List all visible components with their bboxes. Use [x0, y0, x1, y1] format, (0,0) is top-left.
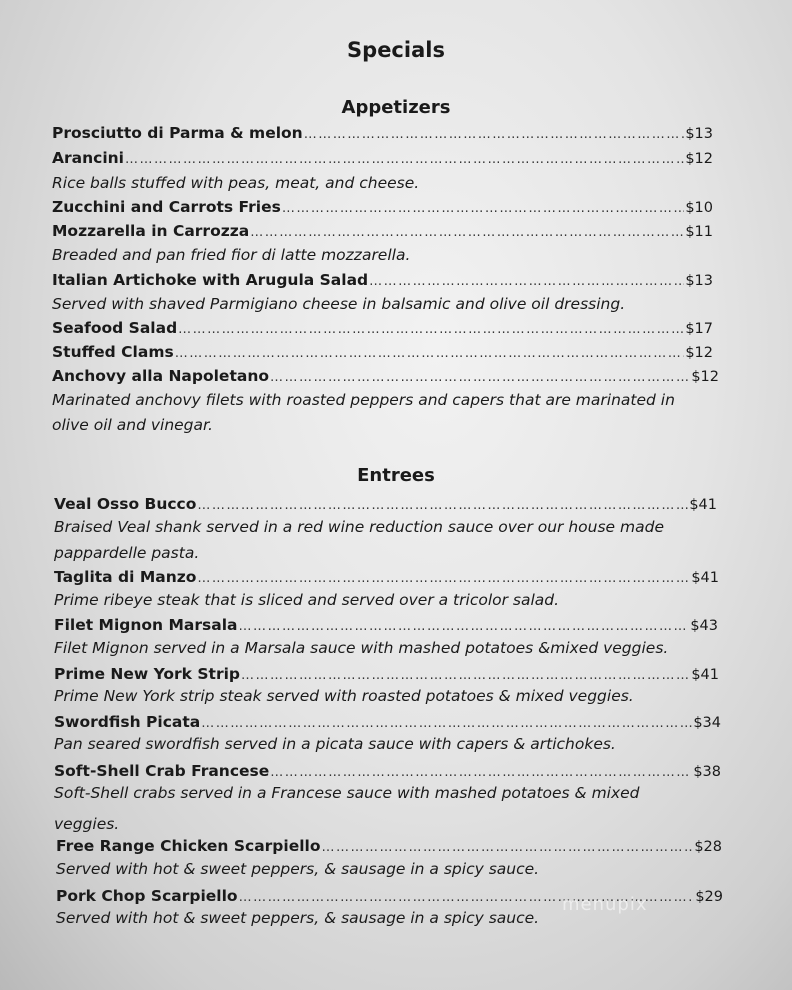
item-name: Free Range Chicken Scarpiello [56, 837, 321, 855]
item-price: $41 [691, 667, 719, 683]
item-name: Filet Mignon Marsala [54, 616, 238, 634]
item-description: Prime ribeye steak that is sliced and served over a tricolor salad. [54, 591, 560, 609]
menu-item [52, 316, 713, 340]
item-price: $29 [695, 889, 723, 905]
item-price: $11 [685, 224, 713, 240]
item-description: veggies. [54, 815, 120, 833]
menu-item [52, 195, 713, 219]
menu-item [52, 268, 713, 292]
item-name: Prosciutto di Parma & melon [52, 124, 303, 142]
item-price: $12 [691, 369, 719, 385]
item-description: olive oil and vinegar. [52, 416, 213, 434]
item-price: $17 [685, 321, 713, 337]
item-description: Served with shaved Parmigiano cheese in balsamic and olive oil dressing. [52, 295, 626, 313]
item-name: Prime New York Strip [54, 665, 240, 683]
menu-item [54, 492, 717, 516]
item-price: $38 [693, 764, 721, 780]
item-price: $12 [685, 345, 713, 361]
item-price: $41 [691, 570, 719, 586]
menu-item [52, 219, 713, 243]
item-price: $13 [685, 273, 713, 289]
dot-leader [125, 148, 684, 172]
item-price: $13 [685, 126, 713, 142]
dot-leader [369, 270, 684, 294]
menu-item [54, 759, 721, 783]
item-description: Rice balls stuffed with peas, meat, and cheese. [52, 174, 420, 192]
menu-item [52, 340, 713, 364]
item-description: Served with hot & sweet peppers, & sausage in a spicy sauce. [56, 909, 540, 927]
item-price: $34 [693, 715, 721, 731]
item-description: Marinated anchovy filets with roasted peppers and capers that are marinated in [52, 391, 675, 409]
item-name: Stuffed Clams [52, 343, 174, 361]
item-name: Pork Chop Scarpiello [56, 887, 238, 905]
item-description: Breaded and pan fried fior di latte mozzarella. [52, 246, 411, 264]
dot-leader [178, 318, 684, 342]
dot-leader [250, 221, 684, 245]
appetizers-heading: Appetizers [341, 97, 451, 118]
menu-item [52, 364, 719, 388]
item-name: Seafood Salad [52, 319, 178, 337]
item-description: Served with hot & sweet peppers, & sausage in a spicy sauce. [56, 860, 540, 878]
menu-item [54, 662, 719, 686]
item-name: Italian Artichoke with Arugula Salad [52, 271, 369, 289]
dot-leader [175, 342, 685, 366]
item-description: Soft-Shell crabs served in a Francese sauce with mashed potatoes & mixed [54, 784, 640, 802]
item-name: Arancini [52, 149, 124, 167]
item-name: Anchovy alla Napoletano [52, 367, 269, 385]
dot-leader [304, 123, 685, 147]
item-description: Braised Veal shank served in a red wine reduction sauce over our house made [54, 518, 664, 536]
item-description: pappardelle pasta. [54, 544, 200, 562]
watermark: menupix [562, 894, 648, 915]
item-name: Swordfish Picata [54, 713, 201, 731]
item-name: Taglita di Manzo [54, 568, 197, 586]
item-name: Zucchini and Carrots Fries [52, 198, 281, 216]
item-price: $43 [690, 618, 718, 634]
page-title: Specials [347, 38, 445, 62]
item-description: Filet Mignon served in a Marsala sauce with mashed potatoes &mixed veggies. [54, 639, 669, 657]
item-name: Veal Osso Bucco [54, 495, 197, 513]
item-description: Prime New York strip steak served with roasted potatoes & mixed veggies. [54, 687, 634, 705]
item-description: Pan seared swordfish served in a picata sauce with capers & artichokes. [54, 735, 616, 753]
menu-item [54, 613, 718, 637]
item-price: $28 [694, 839, 722, 855]
entrees-heading: Entrees [357, 465, 435, 486]
item-name: Mozzarella in Carrozza [52, 222, 250, 240]
menu-item [56, 834, 722, 858]
menu-item [54, 565, 719, 589]
menu-item [52, 146, 713, 170]
item-price: $12 [685, 151, 713, 167]
item-name: Soft-Shell Crab Francese [54, 762, 270, 780]
item-price: $41 [689, 497, 717, 513]
item-price: $10 [685, 200, 713, 216]
menu-item [52, 121, 713, 145]
menu-item [54, 710, 721, 734]
dot-leader [270, 366, 690, 390]
dot-leader [282, 197, 684, 221]
